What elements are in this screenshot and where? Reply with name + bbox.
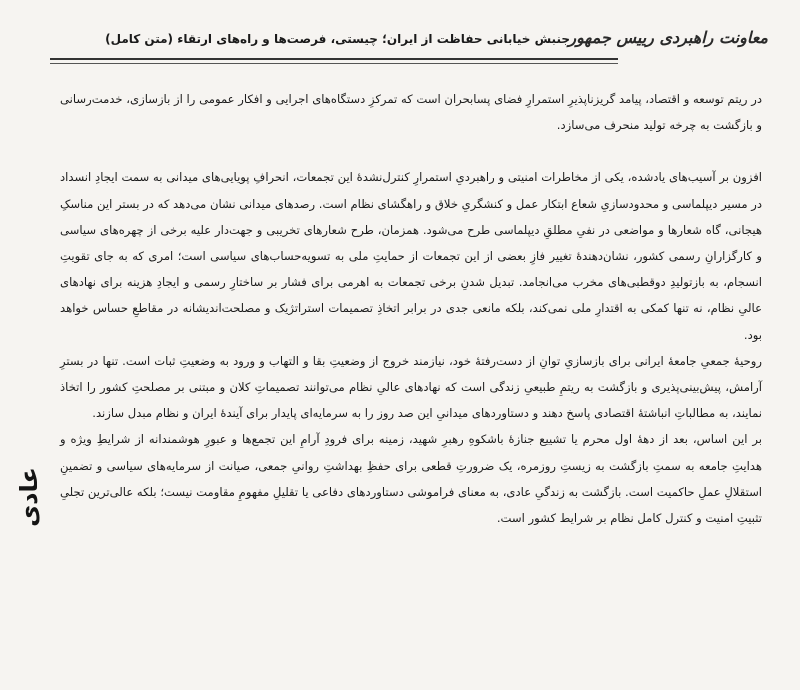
- classification-label: عادی: [15, 467, 43, 527]
- paragraph-3: روحیهٔ جمعیِ جامعهٔ ایرانی برای بازسازیِ توانِ از دست‌رفتهٔ خود، نیازمند خروج از وضعیتِ بقا و التهاب و ورود به وضعیتِ ثبات است. تنها در بسترِ آرامش، پیش‌بینی‌پذیری و بازگشت به ریتمِ طبیعیِ زندگی است که نهادهای عالیِ نظام می‌توانند تصمیماتِ کلان و مبتنی بر مصلحتِ کشور را اتخاذ نمایند، به مطالباتِ انباشتهٔ اقتصادی پاسخ دهند و دستاوردهای میدانیِ این صد روز را به سرمایه‌ای پایدار برای آیندهٔ ایران و نظام مبدل سازند.: [60, 353, 762, 421]
- classification-stamp: [14, 462, 44, 532]
- paragraph-1: در ریتم توسعه و اقتصاد، پیامد گریزناپذیرِ استمرارِ فضای پسابحران است که تمرکزِ دستگاه‌های اجرایی و افکار عمومی را از بازسازی، خدمت‌رسانی و بازگشت به چرخه تولید منحرف می‌سازد.: [60, 92, 762, 133]
- header-rule-thin: [50, 63, 618, 64]
- document-body: [60, 86, 762, 531]
- page-header: [50, 24, 768, 64]
- paragraph-4: بر این اساس، بعد از دههٔ اول محرم یا تشییع جنازهٔ باشکوهِ رهبرِ شهید، زمینه برای فرودِ آرامِ این تجمع‌ها و عبورِ هوشمندانه از شرایطِ ویژه و هدایتِ جامعه به سمتِ بازگشت به زیستِ روزمره، یک ضرورتِ قطعی برای حفظِ بهداشتِ روانیِ جمعی، صیانت از سرمایه‌های سیاسی و تضمینِ استقلالِ عملِ حاکمیت است. بازگشت به زندگیِ عادی، به معنای فراموشی دستاوردهای دفاعی یا تقلیلِ مفهومِ مقاومت نیست؛ بلکه عالی‌ترین تجلیِ تثبیتِ امنیت و کنترل کامل نظام بر شرایط کشور است.: [60, 432, 762, 526]
- paragraph-2: افزون بر آسیب‌های یادشده، یکی از مخاطرات امنیتی و راهبردیِ استمرارِ کنترل‌نشدهٔ این تجمعات، انحرافِ پویایی‌های میدانی به سمت ایجادِ انسداد در مسیر دیپلماسی و محدودسازیِ شعاع ابتکار عمل و کنشگریِ خلاق و راهگشای نظام است. رصدهای میدانی نشان می‌دهد که در بستر این مناسکِ هیجانی، گاه شعارها و مواضعی در نفیِ مطلقِ دیپلماسی طرح می‌شود. همزمان، طرح شعارهای تخریبی و جهت‌دار علیه برخی از چهره‌های سیاسی و کارگزارانِ رسمی کشور، نشان‌دهندهٔ تغییر فازِ بعضی از این تجمعات از حمایتِ ملی به تسویه‌حساب‌های سیاسی است؛ امری که به جای تقویتِ انسجام، به بازتولیدِ دوقطبی‌های مخرب می‌انجامد. تبدیل شدنِ برخی تجمعات به اهرمی برای فشار بر ساختارِ رسمی و ایجادِ هزینه برای نهادهای عالیِ نظام، نه تنها کمکی به اقتدارِ ملی نمی‌کند، بلکه مانعی جدی در برابر اتخاذِ تصمیمات استراتژیک و مصلحت‌اندیشانه در مقاطعِ حساس خواهد بود.: [60, 170, 762, 342]
- brand-logotype: معاونت راهبردی رییس جمهور: [568, 28, 768, 47]
- document-title: جنبش خیابانی حفاظت از ایران؛ چیستی، فرصت‌ها و راه‌های ارتقاء (متن کامل): [105, 32, 570, 46]
- header-rule: [50, 58, 618, 60]
